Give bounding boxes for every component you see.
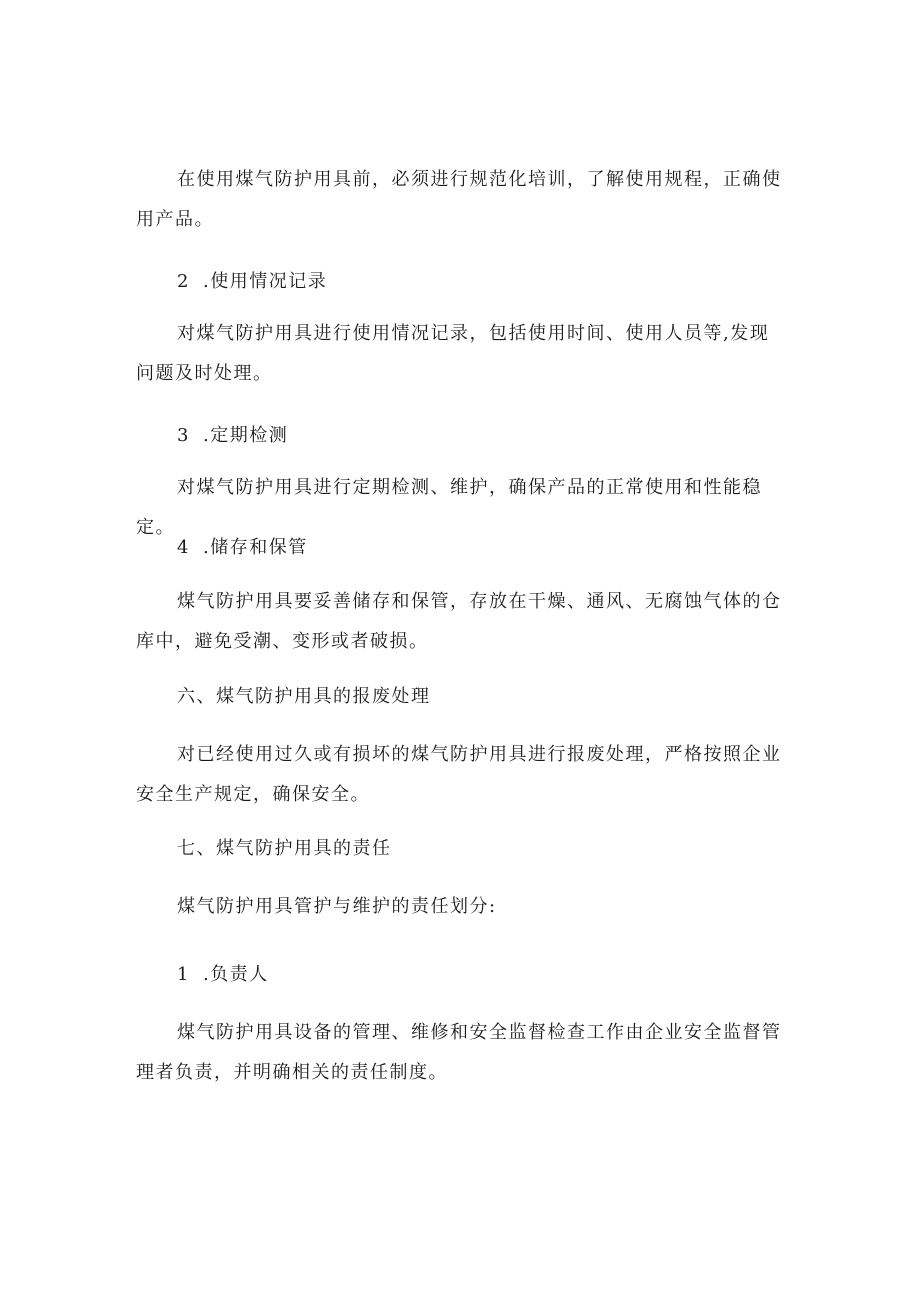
paragraph-responsibility-division: 煤气防护用具管护与维护的责任划分: bbox=[177, 896, 497, 917]
paragraph-periodic-inspection: 对煤气防护用具进行定期检测、维护，确保产品的正常使用和性能稳定。 bbox=[136, 477, 762, 538]
heading-text: .使用情况记录 bbox=[203, 271, 328, 292]
heading-responsible-person bbox=[177, 961, 269, 989]
heading-text: .定期检测 bbox=[203, 425, 289, 446]
heading-storage bbox=[177, 534, 308, 562]
paragraph-storage: 煤气防护用具要妥善储存和保管，存放在干燥、通风、无腐蚀气体的仓库中，避免受潮、变形或者破损。 bbox=[136, 591, 782, 652]
heading-usage-record bbox=[177, 268, 327, 296]
paragraph-usage-record: 对煤气防护用具进行使用情况记录，包括使用时间、使用人员等,发现问题及时处理。 bbox=[136, 323, 770, 384]
paragraph-responsible-person: 煤气防护用具设备的管理、维修和安全监督检查工作由企业安全监督管理者负责，并明确相关的责任制度。 bbox=[136, 1022, 782, 1083]
heading-number: 2 bbox=[177, 271, 190, 292]
heading-text: .负责人 bbox=[203, 964, 269, 985]
heading-number: 3 bbox=[177, 425, 190, 446]
heading-section-seven bbox=[177, 835, 392, 863]
heading-section-six bbox=[177, 683, 431, 711]
heading-text: .储存和保管 bbox=[203, 537, 308, 558]
paragraph-training: 在使用煤气防护用具前，必须进行规范化培训，了解使用规程，正确使用产品。 bbox=[136, 169, 782, 230]
heading-number: 1 bbox=[177, 964, 190, 985]
heading-text: 六、煤气防护用具的报废处理 bbox=[177, 686, 431, 707]
paragraph-disposal: 对已经使用过久或有损坏的煤气防护用具进行报废处理，严格按照企业安全生产规定，确保安全。 bbox=[136, 744, 782, 805]
heading-periodic-inspection bbox=[177, 422, 288, 450]
heading-number: 4 bbox=[177, 537, 190, 558]
heading-text: 七、煤气防护用具的责任 bbox=[177, 838, 392, 859]
